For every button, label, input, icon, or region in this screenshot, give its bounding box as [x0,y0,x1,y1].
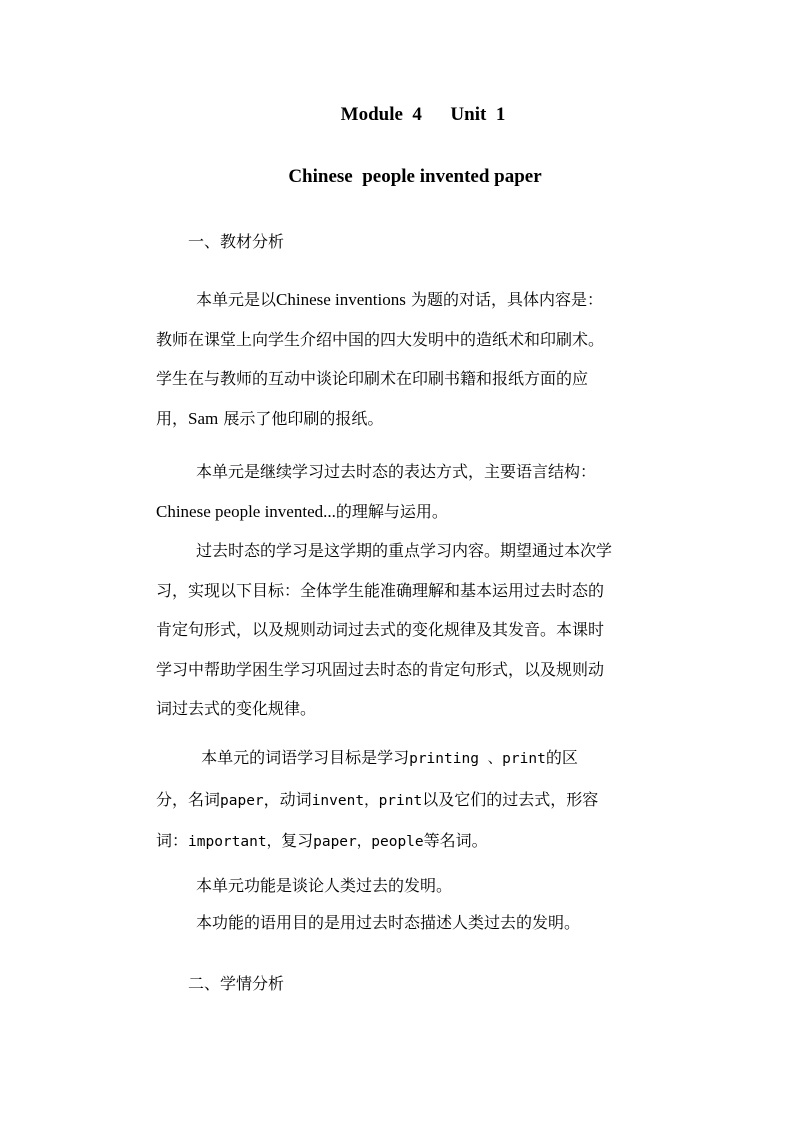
text-run: 等名词。 [423,831,488,850]
para-line [156,738,684,780]
para-line [156,903,684,943]
text-run: paper，people [313,834,424,850]
para-line [156,452,684,492]
para-line: 词过去式的变化规律。 [156,699,317,718]
text-run: 的区 [545,748,578,767]
paragraph-grammar [156,452,684,531]
text-run: 为题的对话，具体内容是： [405,290,603,309]
text-run: 复习 [281,831,314,850]
text-run: 词： [156,831,189,850]
para-line: 习，实现以下目标：全体学生能准确理解和基本运用过去时态的 [156,580,605,600]
text-run: Sam [188,408,219,428]
text-run: 的理解与运用。 [335,501,448,521]
text-run: important， [188,834,282,850]
para-line: 肯定句形式，以及规则动词过去式的变化规律及其发音。本课时 [156,620,605,639]
paragraph-function [156,866,684,906]
para-line: 学生在与教师的互动中谈论印刷术在印刷书籍和报纸方面的应 [156,369,589,388]
para-line [156,821,684,863]
para-line [156,866,684,906]
text-run: paper [220,792,264,809]
text-run: 本单元的词语学习目标是学习 [196,748,410,767]
para-line: 学习中帮助学困生学习巩固过去时态的肯定句形式，以及规则动 [156,659,605,679]
text-run: 过去时态的学习是这学期的重点学习内容。期望通过本次学 [196,541,613,560]
lesson-subtitle: Chinese people invented paper [288,166,542,187]
paragraph-goals [156,531,684,729]
text-run: ，动词 [263,789,312,809]
para-line [156,531,684,571]
para-line [156,280,684,320]
text-run: 本功能的语用目的是用过去时态描述人类过去的发明。 [196,913,581,932]
paragraph-vocabulary [156,738,684,863]
text-run: 以及它们的过去式，形容 [422,789,599,809]
section-heading-textbook-analysis: 一、教材分析 [188,232,285,251]
text-run: 展示了他印刷的报纸。 [218,408,384,428]
paragraph-intro [156,280,684,438]
text-run: invent，print [311,792,423,809]
module-title: Module 4 Unit 1 [340,104,506,125]
para-line [156,492,684,532]
text-run: 本单元功能是谈论人类过去的发明。 [196,876,453,895]
text-run: 用， [156,408,189,428]
paragraph-pragmatic-goal [156,903,684,943]
text-run: Chinese inventions [276,290,406,309]
para-line [156,780,684,822]
text-run: printing 、print [409,751,546,767]
para-line [156,399,684,439]
text-run: 分，名词 [156,789,221,809]
text-run: 本单元是以 [196,290,277,309]
para-line: 教师在课堂上向学生介绍中国的四大发明中的造纸术和印刷术。 [156,329,605,349]
section-heading-learner-analysis: 二、学情分析 [188,974,285,993]
text-run: 本单元是继续学习过去时态的表达方式，主要语言结构： [196,462,597,481]
text-run: Chinese people invented... [156,501,336,521]
